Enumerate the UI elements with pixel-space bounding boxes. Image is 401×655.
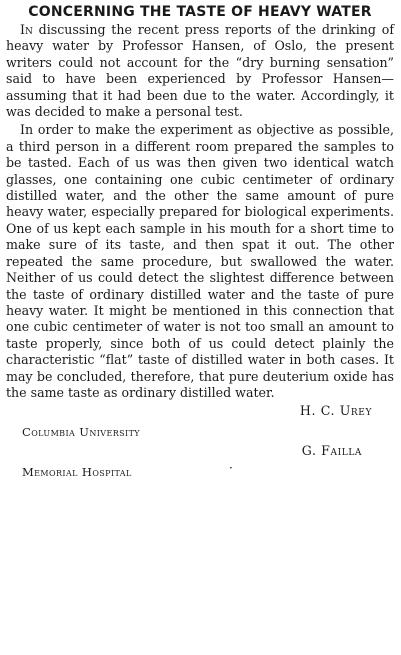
author-signature-urey: H. C. Urey <box>299 403 372 419</box>
print-mark: · <box>229 461 233 476</box>
affiliation-memorial: Memorial Hospital <box>22 465 132 480</box>
author-signature-failla: G. Failla <box>301 443 362 459</box>
affiliation-columbia: Columbia University <box>22 425 140 440</box>
paragraph-1 <box>6 22 394 120</box>
paragraph-2 <box>6 122 394 401</box>
signature-block <box>6 403 394 483</box>
paragraph-2-text: In order to make the experiment as objective as possible, a third person in a different room prepared the samples to be tasted. Each of us was then given two identical watch glasses, one containing one cubic centimeter of ordinary distilled water, and the other the same amount of pure heavy water, especially prepared for biological experiments. One of us kept each sample in his mouth for a short time to make sure of its taste, and then spat it out. The other repeated the same procedure, but swallowed the water. Neither of us could detect the slightest difference between the taste of ordinary distilled water and the taste of pure heavy water. It might be mentioned in this connection that one cubic centimeter of water is not too small an amount to taste properly, since both of us could detect plainly the characteristic “flat” taste of distilled water in both cases. It may be concluded, therefore, that pure deuterium oxide has the same taste as ordinary distilled water. <box>6 122 394 400</box>
paragraph-1-text: discussing the recent press reports of the drinking of heavy water by Professor Hansen, of Oslo, the present writers could not account for the “dry burning sensation” said to have been experienced by Professor Hansen—assuming that it had been due to the water. Accordingly, it was decided to make a personal test. <box>6 22 394 120</box>
paragraph-lead-word: In <box>20 22 33 37</box>
article-title: CONCERNING THE TASTE OF HEAVY WATER <box>28 4 372 20</box>
article <box>6 4 394 483</box>
